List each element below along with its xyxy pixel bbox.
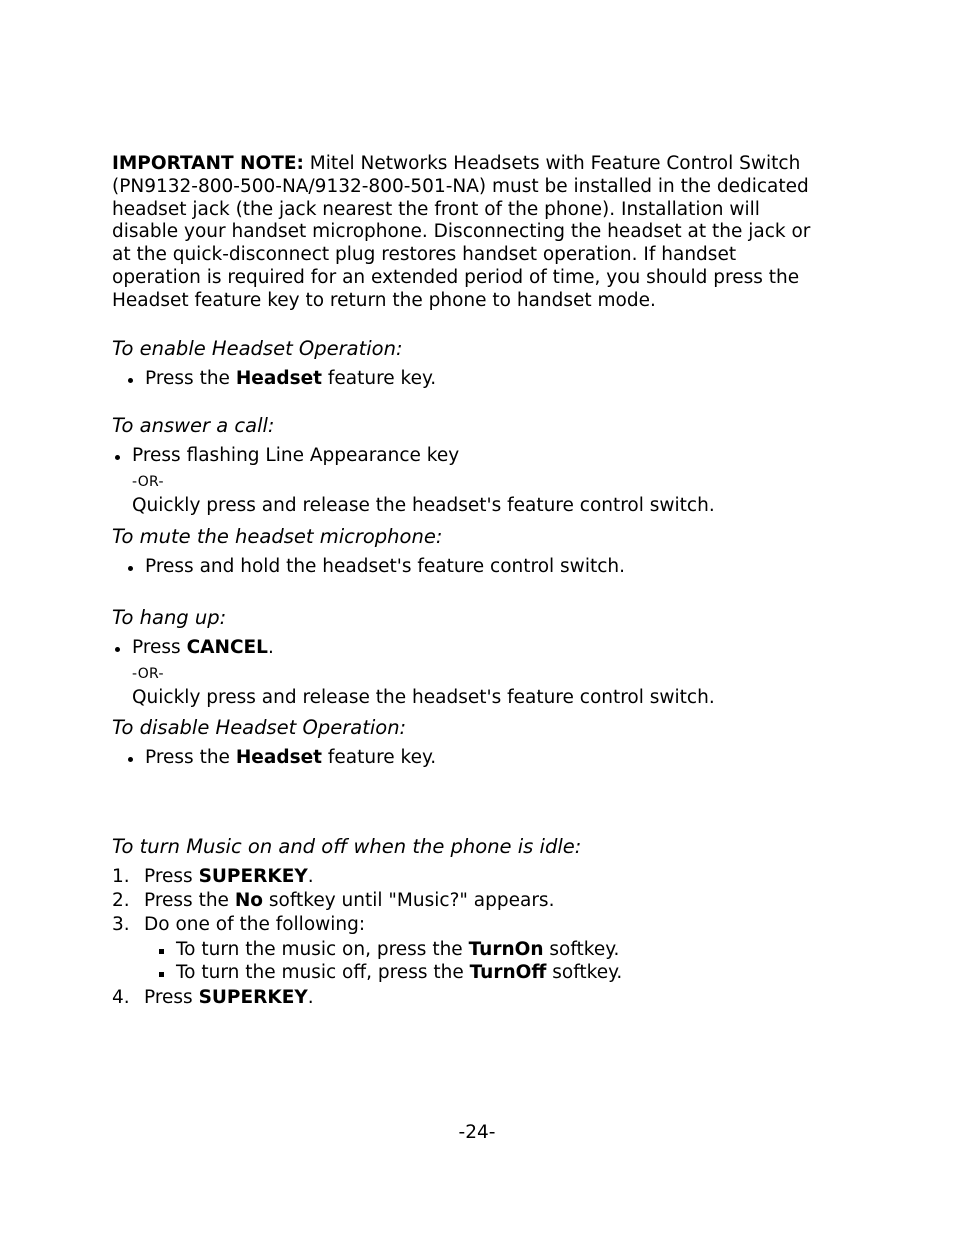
important-note (112, 153, 842, 313)
hangup-heading: To hang up: (112, 605, 227, 629)
music-step: 4. Press SUPERKEY. (112, 987, 314, 1009)
headset-key: Headset (235, 747, 322, 769)
music-step: 2. Press the No softkey until "Music?" appears. (112, 889, 555, 911)
hangup-alt: Quickly press and release the headset's feature control switch. (132, 686, 715, 708)
note-line: headset jack (the jack nearest the front of the phone). Installation will (112, 198, 760, 220)
note-label: IMPORTANT NOTE: (112, 153, 304, 174)
note-line: (PN9132-800-500-NA/9132-800-501-NA) must be installed in the dedicated (112, 175, 809, 197)
note-line: at the quick-disconnect plug restores handset operation. If handset (112, 244, 737, 266)
music-sub-step: To turn the music off, press the TurnOff softkey. (112, 962, 842, 985)
cancel-key: CANCEL (186, 636, 268, 658)
music-step: 3. Do one of the following: (112, 913, 366, 935)
bullet-icon (115, 647, 120, 652)
disable-step: Press the Headset feature key. (112, 747, 842, 770)
headset-key: Headset (235, 367, 322, 389)
page-content (112, 153, 842, 1010)
music-step: 1. Press SUPERKEY. (112, 866, 314, 888)
superkey-key: SUPERKEY (198, 866, 308, 888)
no-softkey: No (234, 889, 264, 911)
music-steps (112, 866, 842, 1010)
enable-step: Press the Headset feature key. (112, 368, 842, 391)
note-line: Headset feature key to return the phone to handset mode. (112, 289, 656, 311)
bullet-icon (128, 757, 133, 762)
bullet-icon (128, 378, 133, 383)
turnoff-softkey: TurnOff (469, 962, 547, 984)
note-line: disable your handset microphone. Disconnecting the headset at the jack or (112, 221, 811, 243)
hangup-or: -OR- (132, 665, 164, 682)
answer-alt: Quickly press and release the headset's feature control switch. (132, 495, 715, 517)
music-sub-step: To turn the music on, press the TurnOn softkey. (112, 939, 842, 962)
hangup-step: Press CANCEL. (112, 637, 842, 660)
answer-or: -OR- (132, 474, 164, 491)
disable-heading: To disable Headset Operation: (112, 716, 407, 740)
bullet-icon (128, 566, 133, 571)
turnon-softkey: TurnOn (468, 938, 544, 960)
mute-step: Press and hold the headset's feature control switch. (112, 556, 842, 579)
bullet-icon (115, 455, 120, 460)
mute-heading: To mute the headset microphone: (112, 524, 443, 548)
note-line: Mitel Networks Headsets with Feature Control Switch (303, 153, 801, 174)
page-number: -24- (458, 1122, 496, 1143)
music-heading: To turn Music on and off when the phone is idle: (112, 835, 582, 859)
answer-step: Press flashing Line Appearance key (112, 445, 842, 468)
square-bullet-icon (159, 949, 164, 954)
superkey-key: SUPERKEY (198, 987, 308, 1009)
square-bullet-icon (159, 972, 164, 977)
enable-heading: To enable Headset Operation: (112, 336, 403, 360)
answer-heading: To answer a call: (112, 414, 275, 438)
note-line: operation is required for an extended period of time, you should press the (112, 266, 800, 288)
